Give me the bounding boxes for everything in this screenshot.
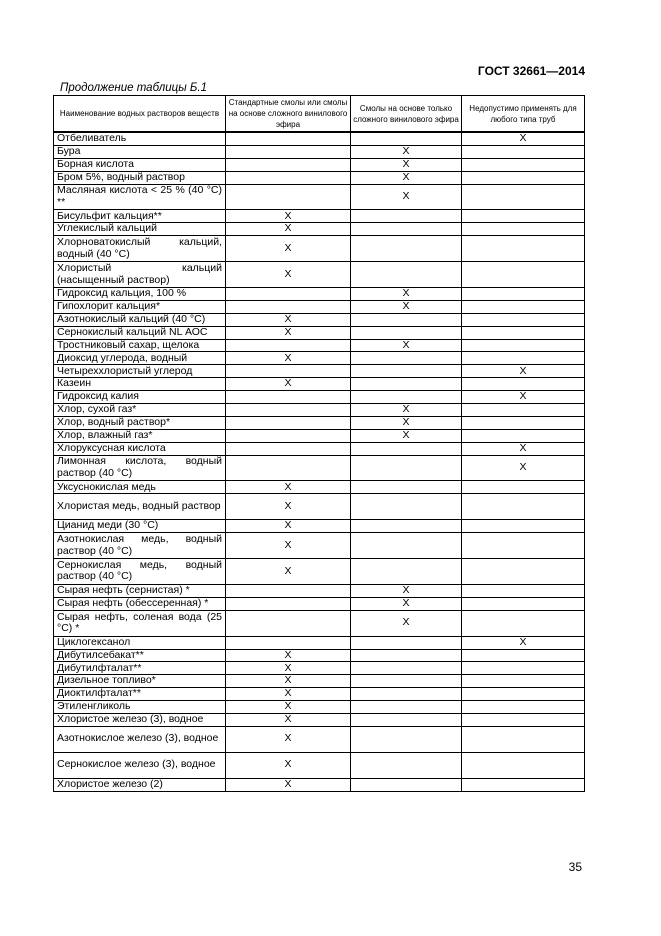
substance-name: Лимонная кислота, водный раствор (40 °С) (54, 455, 226, 481)
substance-name: Сырая нефть, соленая вода (25 °С) * (54, 610, 226, 636)
table-row (54, 726, 585, 752)
applicability-mark: X (226, 752, 351, 778)
applicability-mark: X (226, 494, 351, 520)
substance-name: Хлор, водный раствор* (54, 416, 226, 429)
empty-cell (462, 675, 585, 688)
substance-name: Хлористый кальций (насыщенный раствор) (54, 262, 226, 288)
empty-cell (462, 236, 585, 262)
table-row (54, 184, 585, 210)
applicability-mark: X (226, 559, 351, 585)
applicability-mark: X (226, 262, 351, 288)
applicability-mark: X (351, 288, 462, 301)
empty-cell (462, 533, 585, 559)
empty-cell (226, 610, 351, 636)
column-header-substance: Наименование водных растворов веществ (54, 96, 226, 133)
empty-cell (462, 559, 585, 585)
empty-cell (462, 171, 585, 184)
table-row (54, 701, 585, 714)
applicability-mark: X (226, 533, 351, 559)
applicability-mark: X (462, 365, 585, 378)
applicability-mark: X (351, 300, 462, 313)
empty-cell (462, 416, 585, 429)
table-row (54, 636, 585, 649)
empty-cell (462, 481, 585, 494)
applicability-mark: X (226, 662, 351, 675)
empty-cell (351, 662, 462, 675)
table-row (54, 300, 585, 313)
substance-name: Диоксид углерода, водный (54, 352, 226, 365)
empty-cell (462, 223, 585, 236)
empty-cell (462, 520, 585, 533)
applicability-mark: X (351, 158, 462, 171)
substance-name: Хлористая медь, водный раствор (54, 494, 226, 520)
applicability-mark: X (351, 610, 462, 636)
substance-name: Хлор, влажный газ* (54, 429, 226, 442)
empty-cell (226, 429, 351, 442)
empty-cell (351, 649, 462, 662)
empty-cell (462, 378, 585, 391)
empty-cell (462, 404, 585, 417)
empty-cell (226, 158, 351, 171)
applicability-mark: X (351, 404, 462, 417)
empty-cell (351, 210, 462, 223)
substance-name: Дибутилсебакат** (54, 649, 226, 662)
applicability-mark: X (462, 455, 585, 481)
empty-cell (226, 442, 351, 455)
table-row (54, 649, 585, 662)
empty-cell (351, 688, 462, 701)
empty-cell (462, 610, 585, 636)
empty-cell (462, 688, 585, 701)
table-row (54, 391, 585, 404)
substance-name: Дибутилфталат** (54, 662, 226, 675)
substance-name: Хлористое железо (3), водное (54, 713, 226, 726)
table-header-row (54, 96, 585, 133)
table-row (54, 236, 585, 262)
empty-cell (226, 300, 351, 313)
applicability-mark: X (351, 429, 462, 442)
table-row (54, 352, 585, 365)
table-row (54, 597, 585, 610)
substance-name: Сернокислая медь, водный раствор (40 °С) (54, 559, 226, 585)
applicability-mark: X (351, 416, 462, 429)
empty-cell (351, 636, 462, 649)
empty-cell (462, 494, 585, 520)
empty-cell (226, 636, 351, 649)
applicability-mark: X (226, 701, 351, 714)
applicability-mark: X (226, 210, 351, 223)
table-row (54, 494, 585, 520)
applicability-mark: X (462, 391, 585, 404)
empty-cell (462, 662, 585, 675)
substance-name: Бура (54, 145, 226, 158)
substance-name: Гидроксид кальция, 100 % (54, 288, 226, 301)
applicability-mark: X (226, 481, 351, 494)
applicability-mark: X (226, 713, 351, 726)
empty-cell (226, 365, 351, 378)
empty-cell (226, 132, 351, 145)
table-row (54, 584, 585, 597)
substance-name: Борная кислота (54, 158, 226, 171)
table-row (54, 365, 585, 378)
empty-cell (462, 313, 585, 326)
table-row (54, 288, 585, 301)
table-row (54, 339, 585, 352)
empty-cell (226, 339, 351, 352)
empty-cell (351, 713, 462, 726)
applicability-mark: X (226, 313, 351, 326)
applicability-mark: X (226, 223, 351, 236)
empty-cell (351, 726, 462, 752)
substance-name: Сырая нефть (обессеренная) * (54, 597, 226, 610)
substance-name: Четыреххлористый углерод (54, 365, 226, 378)
substance-name: Хлористое железо (2) (54, 778, 226, 791)
table-row (54, 520, 585, 533)
page-number: 35 (568, 860, 582, 874)
substance-name: Гидроксид калия (54, 391, 226, 404)
applicability-mark: X (226, 520, 351, 533)
substance-name: Уксуснокислая медь (54, 481, 226, 494)
applicability-mark: X (226, 726, 351, 752)
empty-cell (226, 391, 351, 404)
substance-name: Азотнокислая медь, водный раствор (40 °С) (54, 533, 226, 559)
empty-cell (462, 778, 585, 791)
empty-cell (351, 701, 462, 714)
applicability-mark: X (462, 132, 585, 145)
substance-name: Отбеливатель (54, 132, 226, 145)
table-row (54, 326, 585, 339)
table-row (54, 158, 585, 171)
table-row (54, 210, 585, 223)
column-header-not-allowed: Недопустимо применять для любого типа труб (462, 96, 585, 133)
empty-cell (351, 442, 462, 455)
table-row (54, 455, 585, 481)
empty-cell (226, 288, 351, 301)
applicability-mark: X (351, 184, 462, 210)
empty-cell (351, 520, 462, 533)
applicability-mark: X (226, 649, 351, 662)
applicability-mark: X (351, 597, 462, 610)
table-row (54, 778, 585, 791)
table-row (54, 675, 585, 688)
empty-cell (351, 533, 462, 559)
column-header-standard-resins: Стандартные смолы или смолы на основе сложного винилового эфира (226, 96, 351, 133)
substance-name: Гипохлорит кальция* (54, 300, 226, 313)
table-row (54, 416, 585, 429)
empty-cell (351, 262, 462, 288)
table-row (54, 171, 585, 184)
empty-cell (462, 210, 585, 223)
applicability-mark: X (226, 352, 351, 365)
substance-name: Цианид меди (30 °С) (54, 520, 226, 533)
substance-name: Углекислый кальций (54, 223, 226, 236)
empty-cell (226, 145, 351, 158)
table-row (54, 610, 585, 636)
table-row (54, 559, 585, 585)
substance-name: Сырая нефть (сернистая) * (54, 584, 226, 597)
applicability-mark: X (351, 145, 462, 158)
substance-name: Масляная кислота < 25 % (40 °С) ** (54, 184, 226, 210)
applicability-mark: X (351, 584, 462, 597)
empty-cell (351, 236, 462, 262)
applicability-mark: X (226, 378, 351, 391)
applicability-mark: X (462, 442, 585, 455)
empty-cell (226, 597, 351, 610)
empty-cell (462, 584, 585, 597)
empty-cell (226, 184, 351, 210)
empty-cell (351, 455, 462, 481)
empty-cell (351, 352, 462, 365)
empty-cell (462, 352, 585, 365)
empty-cell (462, 752, 585, 778)
empty-cell (462, 649, 585, 662)
empty-cell (462, 339, 585, 352)
substance-name: Хлоруксусная кислота (54, 442, 226, 455)
applicability-mark: X (226, 688, 351, 701)
empty-cell (226, 416, 351, 429)
table-row (54, 481, 585, 494)
substance-name: Этиленгликоль (54, 701, 226, 714)
empty-cell (462, 300, 585, 313)
empty-cell (226, 584, 351, 597)
substance-name: Диоктилфталат** (54, 688, 226, 701)
empty-cell (351, 675, 462, 688)
table-row (54, 713, 585, 726)
table-row (54, 378, 585, 391)
substance-name: Хлор, сухой газ* (54, 404, 226, 417)
chemical-resistance-table (53, 95, 585, 792)
substance-name: Хлорноватокислый кальций, водный (40 °С) (54, 236, 226, 262)
table-row (54, 313, 585, 326)
empty-cell (462, 429, 585, 442)
table-row (54, 752, 585, 778)
substance-name: Дизельное топливо* (54, 675, 226, 688)
empty-cell (351, 494, 462, 520)
substance-name: Азотнокислый кальций (40 °С) (54, 313, 226, 326)
document-standard-number: ГОСТ 32661—2014 (477, 64, 585, 78)
applicability-mark: X (351, 171, 462, 184)
empty-cell (351, 391, 462, 404)
empty-cell (462, 184, 585, 210)
empty-cell (351, 326, 462, 339)
empty-cell (351, 752, 462, 778)
table-row (54, 404, 585, 417)
empty-cell (462, 726, 585, 752)
empty-cell (226, 455, 351, 481)
empty-cell (351, 481, 462, 494)
empty-cell (462, 701, 585, 714)
substance-name: Казеин (54, 378, 226, 391)
table-row (54, 662, 585, 675)
substance-name: Сернокислый кальций NL АОС (54, 326, 226, 339)
substance-name: Азотнокислое железо (3), водное (54, 726, 226, 752)
substance-name: Сернокислое железо (3), водное (54, 752, 226, 778)
empty-cell (462, 288, 585, 301)
empty-cell (351, 559, 462, 585)
substance-name: Тростниковый сахар, щелока (54, 339, 226, 352)
empty-cell (226, 404, 351, 417)
table-row (54, 262, 585, 288)
table-body (54, 132, 585, 791)
empty-cell (351, 778, 462, 791)
applicability-mark: X (226, 326, 351, 339)
table-row (54, 429, 585, 442)
empty-cell (462, 326, 585, 339)
table-row (54, 145, 585, 158)
applicability-mark: X (226, 675, 351, 688)
substance-name: Циклогексанол (54, 636, 226, 649)
empty-cell (351, 313, 462, 326)
empty-cell (462, 262, 585, 288)
empty-cell (351, 365, 462, 378)
empty-cell (462, 597, 585, 610)
table-row (54, 442, 585, 455)
applicability-mark: X (226, 236, 351, 262)
table-caption: Продолжение таблицы Б.1 (60, 82, 207, 94)
applicability-mark: X (462, 636, 585, 649)
empty-cell (351, 132, 462, 145)
applicability-mark: X (351, 339, 462, 352)
empty-cell (351, 223, 462, 236)
table-row (54, 132, 585, 145)
column-header-vinyl-ester-resins: Смолы на основе только сложного винилового эфира (351, 96, 462, 133)
substance-name: Бисульфит кальция** (54, 210, 226, 223)
substance-name: Бром 5%, водный раствор (54, 171, 226, 184)
applicability-mark: X (226, 778, 351, 791)
table-row (54, 223, 585, 236)
empty-cell (462, 713, 585, 726)
empty-cell (351, 378, 462, 391)
empty-cell (462, 158, 585, 171)
empty-cell (226, 171, 351, 184)
table-row (54, 688, 585, 701)
table-row (54, 533, 585, 559)
empty-cell (462, 145, 585, 158)
